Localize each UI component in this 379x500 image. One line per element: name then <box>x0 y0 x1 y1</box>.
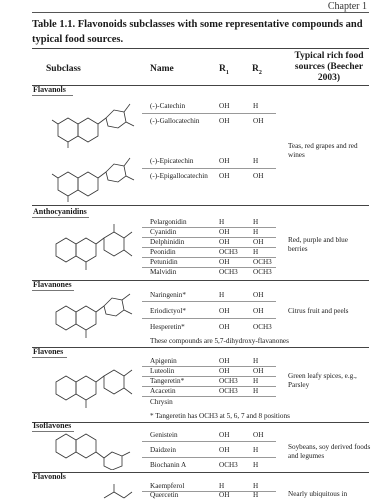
flavonol-structure <box>48 480 140 500</box>
row-divider <box>142 457 276 458</box>
section-rule <box>32 422 369 423</box>
cell-r1: OH <box>219 307 230 315</box>
col-header-subclass: Subclass <box>46 64 81 74</box>
section-title-flavanols: Flavanols <box>33 85 66 94</box>
cell-r1: OH <box>219 117 230 125</box>
cell-name: Naringenin* <box>150 291 186 299</box>
cell-r1: OCH3 <box>219 268 238 276</box>
row-divider <box>142 168 276 169</box>
food-source-flavanols: Teas, red grapes and red wines <box>288 142 358 159</box>
cell-r1: OCH3 <box>219 248 238 256</box>
food-source-flavanones: Citrus fruit and peels <box>288 307 349 315</box>
cell-r1: OH <box>219 431 230 439</box>
cell-name: Peonidin <box>150 248 176 256</box>
header-bottom-rule <box>32 85 369 86</box>
col-header-r2: $R_2$ <box>252 64 262 76</box>
cell-r1: OH <box>219 357 230 365</box>
anthocyanidin-structure <box>48 214 140 278</box>
cell-name: (-)-Gallocatechin <box>150 117 200 125</box>
cell-r2: H <box>253 482 259 490</box>
cell-name: Pelargonidin <box>150 218 187 226</box>
flavanones-note: These compounds are 5,7-dihydroxy-flavanones <box>150 337 289 345</box>
cell-r1: H <box>219 482 225 490</box>
cell-r1: OH <box>219 446 230 454</box>
cell-name: Daidzein <box>150 446 176 454</box>
cell-r2: H <box>253 377 259 385</box>
cell-r2: OH <box>253 117 264 125</box>
cell-r2: OH <box>253 367 264 375</box>
section-title-flavanones: Flavanones <box>33 280 72 289</box>
cell-name: Eriodictyol* <box>150 307 186 315</box>
cell-r1: H <box>219 218 225 226</box>
cell-name: Petunidin <box>150 258 178 266</box>
cell-r2: OCH3 <box>253 323 272 331</box>
food-source-anthocyanidins: Red, purple and blue berries <box>288 236 348 253</box>
row-divider <box>142 301 276 302</box>
section-rule <box>32 472 369 473</box>
cell-r1: OH <box>219 102 230 110</box>
cell-r2: H <box>253 491 259 499</box>
table-top-rule <box>32 48 369 49</box>
cell-r2: H <box>253 102 259 110</box>
section-rule <box>32 205 369 206</box>
cell-r1: OH <box>219 228 230 236</box>
epicatechin-structure <box>48 150 140 206</box>
cell-r1: OH <box>219 172 230 180</box>
cell-r2: H <box>253 357 259 365</box>
cell-r1: OCH3 <box>219 461 238 469</box>
section-title-flavonols: Flavonols <box>33 472 66 481</box>
cell-name: (-)-Catechin <box>150 102 186 110</box>
cell-name: (-)-Epigallocatechin <box>150 172 208 180</box>
isoflavone-structure <box>48 428 140 470</box>
cell-r1: H <box>219 291 225 299</box>
cell-name: Luteolin <box>150 367 175 375</box>
flavanone-structure <box>48 290 140 342</box>
section-title-isoflavones: Isoflavones <box>33 421 72 430</box>
chapter-header: Chapter 1 <box>327 1 367 12</box>
header-rule <box>32 12 369 13</box>
table-caption: Table 1.1. Flavonoids subclasses with some representative compounds and typical food sources. <box>32 19 363 45</box>
row-divider <box>142 113 276 114</box>
cell-r2: OH <box>253 291 264 299</box>
food-source-isoflavones: Soybeans, soy derived foods and legumes <box>288 443 371 460</box>
cell-name: Apigenin <box>150 357 177 365</box>
cell-name: Malvidin <box>150 268 177 276</box>
cell-name: Genistein <box>150 431 178 439</box>
cell-r1: OH <box>219 323 230 331</box>
cell-r1: OH <box>219 238 230 246</box>
cell-name: Chrysin <box>150 398 173 406</box>
cell-r1: OH <box>219 258 230 266</box>
col-header-name: Name <box>150 64 174 74</box>
flavones-note: * Tangeretin has OCH3 at 5, 6, 7 and 8 positions <box>150 412 290 420</box>
cell-r2: H <box>253 228 259 236</box>
section-title-flavones: Flavones <box>33 347 64 356</box>
section-rule <box>32 347 369 348</box>
cell-r2: OH <box>253 172 264 180</box>
row-divider <box>142 441 276 442</box>
cell-r2: H <box>253 387 259 395</box>
cell-r1: OH <box>219 157 230 165</box>
cell-r2: OH <box>253 238 264 246</box>
cell-r2: H <box>253 218 259 226</box>
cell-r2: OH <box>253 307 264 315</box>
cell-r2: H <box>253 248 259 256</box>
cell-name: Quercetin <box>150 491 179 499</box>
cell-name: Acacetin <box>150 387 176 395</box>
section-rule <box>32 280 369 281</box>
cell-r2: H <box>253 157 259 165</box>
cell-name: Biochanin A <box>150 461 187 469</box>
cell-r2: H <box>253 461 259 469</box>
cell-r1: OH <box>219 491 230 499</box>
cell-r2: H <box>253 446 259 454</box>
cell-r1: OH <box>219 367 230 375</box>
row-divider <box>142 396 276 397</box>
cell-r1: OCH3 <box>219 387 238 395</box>
cell-name: Tangeretin* <box>150 377 185 385</box>
cell-r2: OCH3 <box>253 258 272 266</box>
food-source-flavones: Green leafy spices, e.g., Parsley <box>288 372 357 389</box>
catechin-structure <box>48 96 140 152</box>
col-header-r1: $R_1$ <box>219 64 229 76</box>
cell-name: Hesperetin* <box>150 323 185 331</box>
cell-name: Delphinidin <box>150 238 185 246</box>
cell-name: (-)-Epicatechin <box>150 157 194 165</box>
food-source-flavonols: Nearly ubiquitous in <box>288 490 348 498</box>
cell-name: Kaempferol <box>150 482 185 490</box>
cell-r2: OH <box>253 431 264 439</box>
cell-name: Cyanidin <box>150 228 177 236</box>
flavone-structure <box>48 356 140 412</box>
col-header-food: Typical rich food sources (Beecher 2003) <box>294 51 364 83</box>
row-divider <box>142 318 276 319</box>
cell-r1: OCH3 <box>219 377 238 385</box>
cell-r2: OCH3 <box>253 268 272 276</box>
section-title-anthocyanidins: Anthocyanidins <box>33 207 87 216</box>
